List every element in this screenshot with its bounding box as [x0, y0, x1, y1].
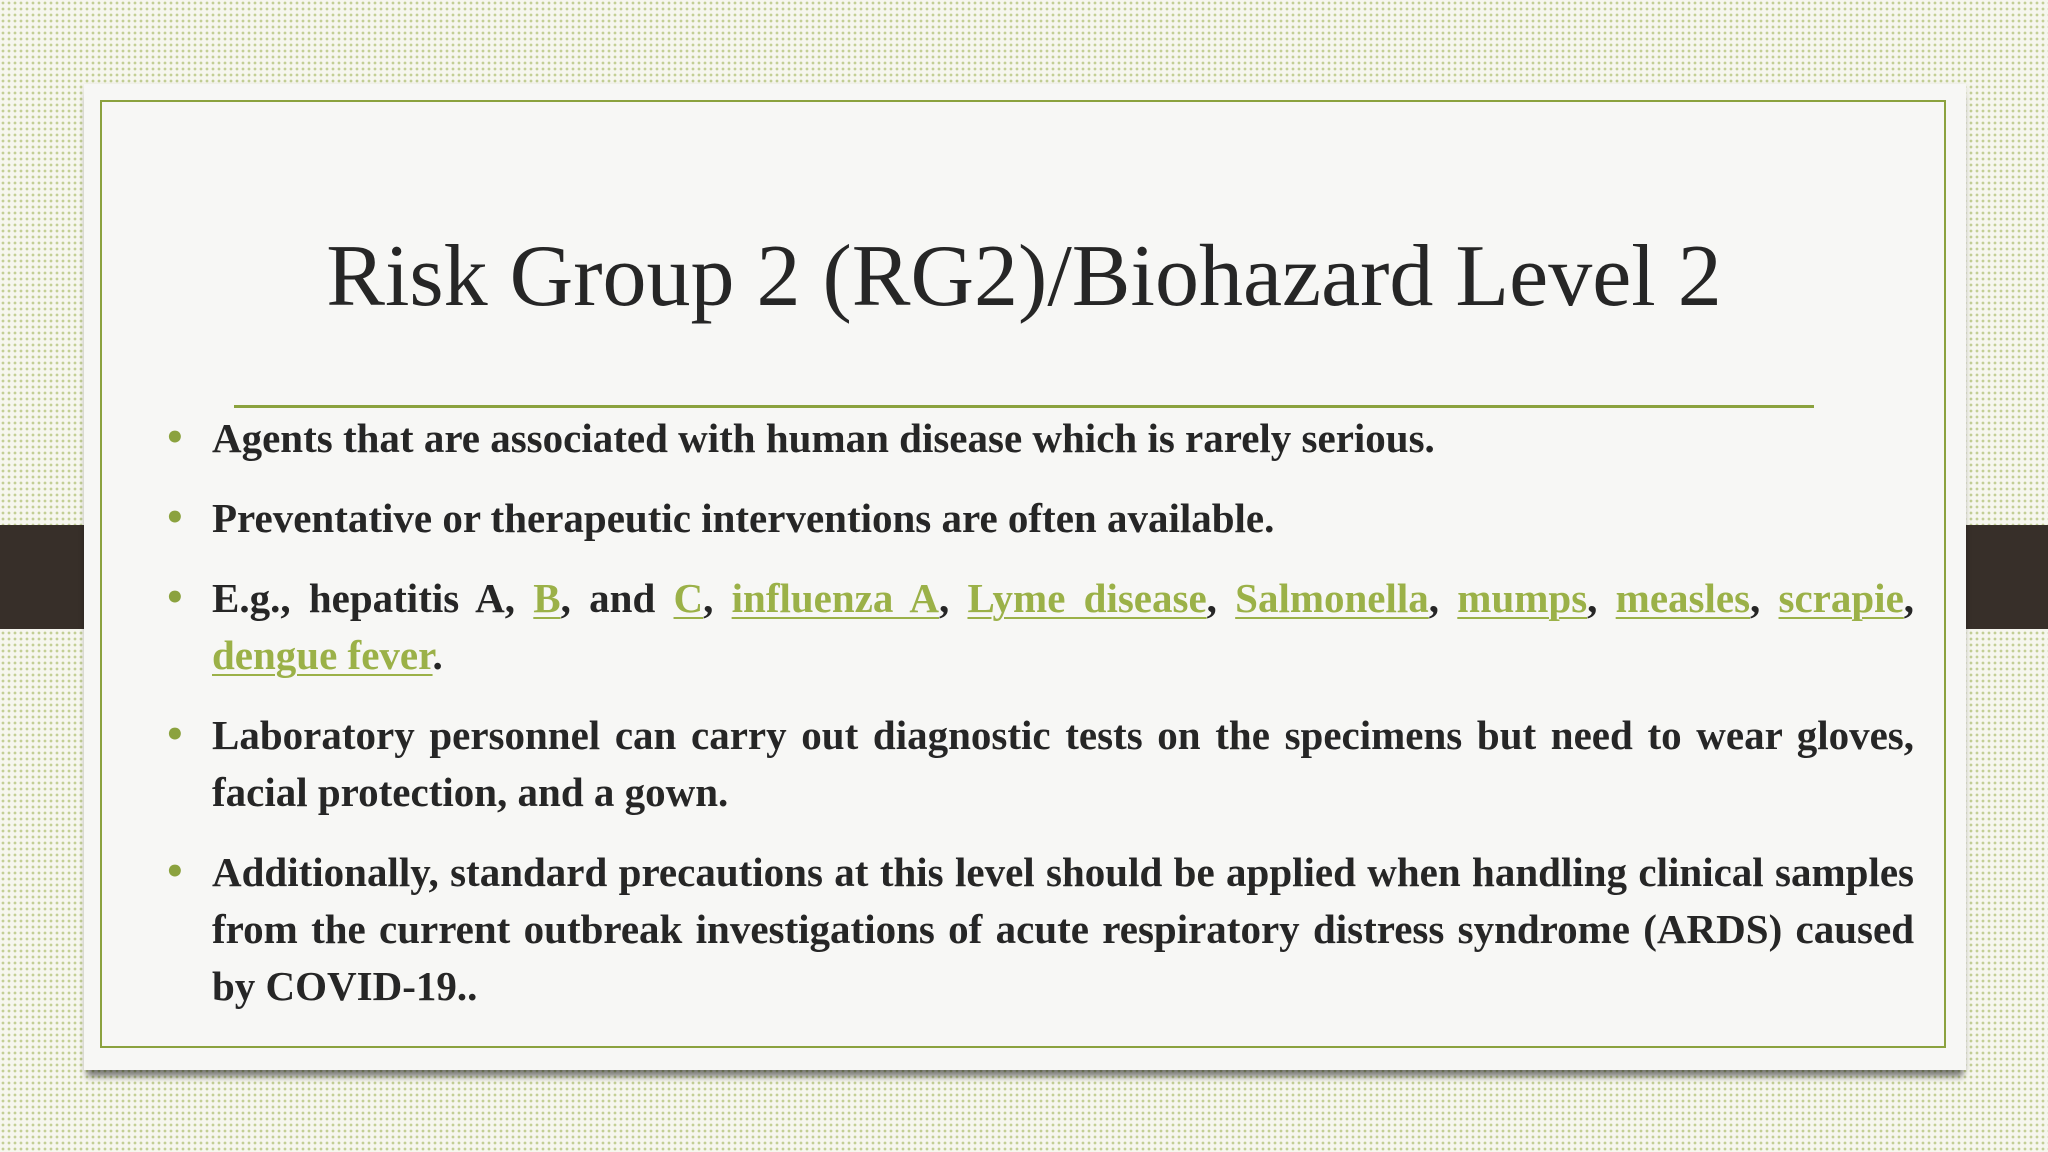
separator: , — [1750, 575, 1779, 621]
slide-title: Risk Group 2 (RG2)/Biohazard Level 2 — [326, 228, 1722, 325]
separator: , — [938, 575, 968, 621]
bullet-text: Agents that are associated with human disease which is rarely serious. — [212, 415, 1435, 461]
separator: , — [703, 575, 732, 621]
separator: , — [1428, 575, 1458, 621]
link-dengue-fever[interactable]: dengue fever — [212, 632, 433, 678]
bullet-text-prefix: E.g., hepatitis A, — [212, 575, 534, 621]
link-hepatitis-b[interactable]: B — [533, 575, 561, 621]
bullet-dot-icon: • — [164, 418, 186, 458]
title-underline — [234, 405, 1814, 408]
separator: , — [1903, 575, 1915, 621]
bullet-text: Preventative or therapeutic interventions are often available. — [212, 495, 1275, 541]
link-lyme-disease[interactable]: Lyme disease — [967, 575, 1207, 621]
bullet-dot-icon: • — [164, 498, 186, 538]
link-scrapie[interactable]: scrapie — [1778, 575, 1904, 621]
link-measles[interactable]: measles — [1615, 575, 1751, 621]
bullet-dot-icon: • — [164, 578, 186, 618]
link-mumps[interactable]: mumps — [1457, 575, 1588, 621]
bullet-text: Laboratory personnel can carry out diagnostic tests on the specimens but need to wear gloves, facial protection, and a gown. — [212, 712, 1914, 815]
separator: , — [1206, 575, 1236, 621]
bullet-item — [164, 410, 1914, 467]
bullet-item — [164, 570, 1915, 684]
bullet-item — [164, 707, 1914, 821]
bullet-list — [164, 410, 1915, 1038]
separator: , — [1587, 575, 1616, 621]
bullet-dot-icon: • — [164, 715, 186, 755]
bullet-item — [164, 490, 1914, 547]
separator: , and — [560, 575, 674, 621]
bullet-text: Additionally, standard precautions at this level should be applied when handling clinical samples from the current outbreak investigations of acute respiratory distress syndrome (ARDS) caused by COVID-19.. — [212, 849, 1914, 1009]
period: . — [432, 632, 443, 678]
bullet-dot-icon: • — [164, 852, 186, 892]
bullet-item — [164, 844, 1914, 1015]
link-influenza-a[interactable]: influenza A — [731, 575, 939, 621]
link-salmonella[interactable]: Salmonella — [1235, 575, 1429, 621]
link-hepatitis-c[interactable]: C — [673, 575, 704, 621]
